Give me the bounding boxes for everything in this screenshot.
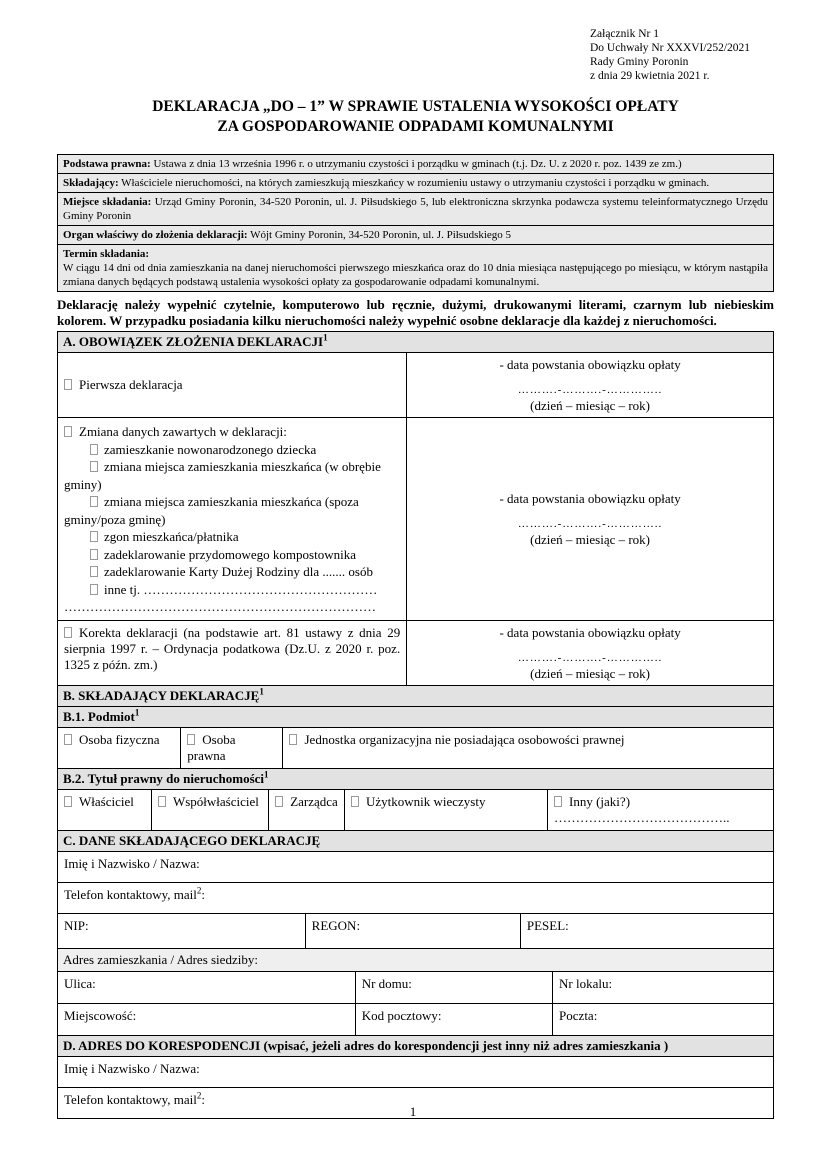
- field-phone[interactable]: [58, 883, 773, 913]
- option-osoba-fizyczna[interactable]: [58, 728, 180, 768]
- date-label: - data powstania obowiązku opłaty: [499, 624, 681, 640]
- option-label: Korekta deklaracji (na podstawie art. 81 ustawy z dnia 29 sierpnia 1997 r. – Ordynacja podatkowa (Dz.U. z 2020 r. poz. 1325 z późn. zm.): [64, 624, 401, 672]
- legal-label: Termin składania:: [63, 248, 150, 260]
- date-cell-first-declaration[interactable]: [406, 353, 773, 417]
- section-d-header: D. ADRES DO KORESPODENCJI (wpisać, jeżeli adres do korespondencji jest inny niż adres zamieszkania ): [58, 1036, 773, 1056]
- sub-option-label: zmiana miejsca zamieszkania mieszkańca (spoza gminy/poza gminę): [64, 494, 359, 527]
- option-inny[interactable]: [547, 790, 773, 830]
- field-nip[interactable]: [58, 914, 305, 948]
- checkbox-zamieszkanie-dziecka[interactable]: [90, 444, 98, 455]
- address-subheader-row: [58, 948, 773, 971]
- field-flat-no[interactable]: [552, 972, 773, 1003]
- date-label: - data powstania obowiązku opłaty: [499, 490, 681, 506]
- attachment-line: Do Uchwały Nr XXXVI/252/2021: [590, 42, 751, 54]
- colon: :: [201, 1091, 206, 1107]
- field-pesel[interactable]: [520, 914, 773, 948]
- street-row: [58, 971, 773, 1003]
- date-label: - data powstania obowiązku opłaty: [499, 357, 681, 372]
- field-house-no[interactable]: [355, 972, 552, 1003]
- field-city[interactable]: [58, 1004, 355, 1035]
- correction-row: [58, 620, 773, 685]
- sub-option-label: zadeklarowanie Karty Dużej Rodziny dla ....... osób: [104, 564, 373, 579]
- option-label: Zarządca: [290, 793, 338, 809]
- option-label: Jednostka organizacyjna nie posiadająca osobowości prawnej: [304, 731, 625, 747]
- checkbox-korekta[interactable]: [64, 627, 72, 638]
- field-street[interactable]: [58, 972, 355, 1003]
- section-b-title: B. SKŁADAJĄCY DEKLARACJĘ: [63, 687, 260, 703]
- checkbox-zmiana-danych[interactable]: [64, 426, 72, 437]
- date-caption: (dzień – miesiąc – rok): [530, 665, 651, 681]
- legal-title-row: [58, 789, 773, 830]
- checkbox-zmiana-miejsca-w-gminie[interactable]: [90, 461, 98, 472]
- sub-option-label: zgon mieszkańca/płatnika: [104, 529, 239, 544]
- footnote-marker: 1: [134, 707, 140, 718]
- checkbox-inny[interactable]: [554, 796, 562, 807]
- date-fill-line[interactable]: ……….-……….-…………..: [517, 517, 663, 530]
- field-label: Telefon kontaktowy, mail: [64, 1091, 197, 1107]
- legal-row-termin: [58, 244, 773, 291]
- section-a-title: A. OBOWIĄZEK ZŁOŻENIA DEKLARACJI: [63, 334, 324, 349]
- sub-option-label: zamieszkanie nowonarodzonego dziecka: [104, 441, 317, 457]
- declaration-form-table: [57, 331, 774, 1119]
- option-label: Zmiana danych zawartych w deklaracji:: [79, 424, 287, 439]
- section-b2-title: B.2. Tytuł prawny do nieruchomości: [63, 770, 265, 786]
- checkbox-zarzadca[interactable]: [275, 796, 283, 807]
- corr-name-field-row: [58, 1056, 773, 1087]
- section-a-header: [58, 332, 773, 352]
- footnote-marker: 1: [323, 332, 328, 343]
- footnote-marker: 1: [259, 686, 264, 697]
- document-title: [57, 97, 774, 137]
- colon: :: [201, 886, 206, 902]
- section-b2-header: [58, 769, 773, 789]
- section-b1-title: B.1. Podmiot: [63, 708, 135, 724]
- date-fill-line[interactable]: ……….-……….-…………..: [517, 651, 663, 664]
- legal-text: W ciągu 14 dni od dnia zamieszkania na danej nieruchomości pierwszego mieszkańca oraz do 10 dnia miesiąca następującego po miesiącu, w którym nastąpiła zmiana danych będących podstawą ustalenia wysokości opłaty za gospodarowanie odpadami komunalnymi.: [63, 262, 768, 288]
- checkbox-zmiana-miejsca-spoza-gminy[interactable]: [90, 496, 98, 507]
- field-label: Kod pocztowy:: [361, 1007, 442, 1023]
- field-label: Imię i Nazwisko / Nazwa:: [64, 855, 200, 871]
- legal-text: Ustawa z dnia 13 września 1996 r. o utrzymaniu czystości i porządku w gminach (t.j. Dz. U. z 2020 r. poz. 1439 ze zm.): [150, 158, 682, 170]
- checkbox-pierwsza-deklaracja[interactable]: [64, 379, 72, 390]
- option-label: Osoba fizyczna: [79, 731, 160, 747]
- legal-text: Właściciele nieruchomości, na których zamieszkują mieszkańcy w rozumieniu ustawy o utrzymaniu czystości i porządku w gminach.: [118, 177, 710, 189]
- field-label: NIP:: [64, 917, 89, 933]
- option-label: Inny (jaki?) …………………………………..: [554, 793, 730, 825]
- correction-cell[interactable]: [58, 621, 406, 685]
- checkbox-kompostownik[interactable]: [90, 549, 98, 560]
- field-label: Nr lokalu:: [559, 975, 613, 991]
- legal-row-podstawa: [58, 155, 773, 173]
- checkbox-osoba-prawna[interactable]: [187, 734, 195, 745]
- data-change-cell[interactable]: [58, 418, 406, 620]
- attachment-line: Rady Gminy Poronin: [590, 56, 689, 68]
- checkbox-karta-duzej-rodziny[interactable]: [90, 566, 98, 577]
- option-label: Osoba prawna: [187, 731, 236, 763]
- intro-paragraph: Deklarację należy wypełnić czytelnie, komputerowo lub ręcznie, dużymi, drukowanymi literami, czarnym lub niebieskim kolorem. W przypadku posiadania kilku nieruchomości należy wypełnić osobne deklaracje dla każdej z nieruchomości.: [57, 297, 774, 328]
- sub-option-label: zmiana miejsca zamieszkania mieszkańca (w obrębie gminy): [64, 459, 381, 492]
- footnote-marker: 2: [196, 1090, 202, 1101]
- date-cell-correction[interactable]: [406, 621, 773, 685]
- legal-label: Składający:: [63, 177, 119, 189]
- id-numbers-row: [58, 913, 773, 948]
- legal-row-skladajacy: [58, 173, 773, 192]
- option-label: Właściciel: [79, 793, 134, 809]
- field-postcode[interactable]: [355, 1004, 552, 1035]
- field-label: Nr domu:: [361, 975, 412, 991]
- date-cell-data-change[interactable]: [406, 418, 773, 620]
- checkbox-zgon[interactable]: [90, 531, 98, 542]
- title-line-1: DEKLARACJA „DO – 1” W SPRAWIE USTALENIA WYSOKOŚCI OPŁATY: [152, 98, 679, 115]
- phone-field-row: [58, 882, 773, 913]
- checkbox-wlasciciel[interactable]: [64, 796, 72, 807]
- field-regon[interactable]: [305, 914, 520, 948]
- sub-option-label: zadeklarowanie przydomowego kompostownika: [104, 546, 356, 562]
- option-wspolwlasciciel[interactable]: [151, 790, 268, 830]
- address-subheader: Adres zamieszkania / Adres siedziby:: [58, 949, 773, 971]
- option-uzytkownik-wieczysty[interactable]: [344, 790, 547, 830]
- section-b-header: [58, 686, 773, 706]
- option-osoba-prawna[interactable]: [180, 728, 282, 768]
- legal-text: Wójt Gminy Poronin, 34-520 Poronin, ul. J. Piłsudskiego 5: [247, 229, 512, 241]
- legal-label: Podstawa prawna:: [63, 158, 151, 170]
- page-number: 1: [409, 1104, 417, 1119]
- field-label: Miejscowość:: [64, 1007, 137, 1023]
- field-corr-name[interactable]: [58, 1057, 773, 1087]
- fill-line[interactable]: ………………………………………………………………: [64, 599, 376, 614]
- checkbox-osoba-fizyczna[interactable]: [64, 734, 72, 745]
- date-fill-line[interactable]: ……….-……….-…………..: [517, 384, 663, 396]
- subject-type-row: [58, 727, 773, 768]
- field-label: REGON:: [311, 917, 361, 933]
- first-declaration-row: [58, 352, 773, 417]
- legal-label: Miejsce składania:: [63, 196, 152, 208]
- option-jednostka-organizacyjna[interactable]: [282, 728, 772, 768]
- option-label: Użytkownik wieczysty: [365, 793, 486, 809]
- field-label: Telefon kontaktowy, mail: [64, 886, 197, 902]
- sub-option-label: inne tj. ………………………………………………: [104, 581, 378, 597]
- section-c-header-row: [58, 830, 773, 851]
- footnote-marker: 2: [196, 885, 202, 896]
- attachment-line: z dnia 29 kwietnia 2021 r.: [590, 70, 710, 82]
- date-caption: (dzień – miesiąc – rok): [530, 531, 651, 547]
- option-wlasciciel[interactable]: [58, 790, 151, 830]
- field-label: PESEL:: [526, 917, 569, 933]
- option-zarzadca[interactable]: [268, 790, 344, 830]
- legal-info-table: [57, 154, 774, 292]
- legal-row-miejsce: [58, 192, 773, 225]
- checkbox-uzytkownik-wieczysty[interactable]: [351, 796, 359, 807]
- field-post[interactable]: [552, 1004, 773, 1035]
- field-label: Ulica:: [64, 975, 96, 991]
- section-b1-header: [58, 707, 773, 727]
- legal-label: Organ właściwy do złożenia deklaracji:: [63, 229, 248, 241]
- footnote-marker: 1: [264, 769, 269, 780]
- title-line-2: ZA GOSPODAROWANIE ODPADAMI KOMUNALNYMI: [217, 118, 614, 135]
- section-b2-header-row: [58, 768, 773, 789]
- name-field-row: [58, 851, 773, 882]
- city-row: [58, 1003, 773, 1035]
- field-label: Imię i Nazwisko / Nazwa:: [64, 1060, 200, 1076]
- section-b1-header-row: [58, 706, 773, 727]
- option-label: Współwłaściciel: [172, 793, 259, 809]
- section-b-header-row: [58, 685, 773, 706]
- attachment-reference: [590, 27, 750, 83]
- section-d-header-row: [58, 1035, 773, 1056]
- checkbox-wspolwlasciciel[interactable]: [158, 796, 166, 807]
- first-declaration-cell[interactable]: [58, 353, 406, 417]
- section-a-header-row: [58, 332, 773, 352]
- legal-text: Urząd Gminy Poronin, 34-520 Poronin, ul. J. Piłsudskiego 5, lub elektroniczna skrzynka podawcza systemu teleinformatycznego Urzędu Gminy Poronin: [63, 196, 768, 222]
- checkbox-inne[interactable]: [90, 584, 98, 595]
- attachment-line: Załącznik Nr 1: [590, 28, 659, 40]
- field-label: Poczta:: [559, 1007, 598, 1023]
- section-c-header: C. DANE SKŁADAJĄCEGO DEKLARACJĘ: [58, 831, 773, 851]
- date-caption: (dzień – miesiąc – rok): [530, 398, 651, 413]
- option-label: Pierwsza deklaracja: [79, 377, 183, 392]
- data-change-row: [58, 417, 773, 620]
- field-name[interactable]: [58, 852, 773, 882]
- document-content: [57, 0, 774, 1119]
- legal-row-organ: [58, 225, 773, 244]
- checkbox-jednostka-organizacyjna[interactable]: [289, 734, 297, 745]
